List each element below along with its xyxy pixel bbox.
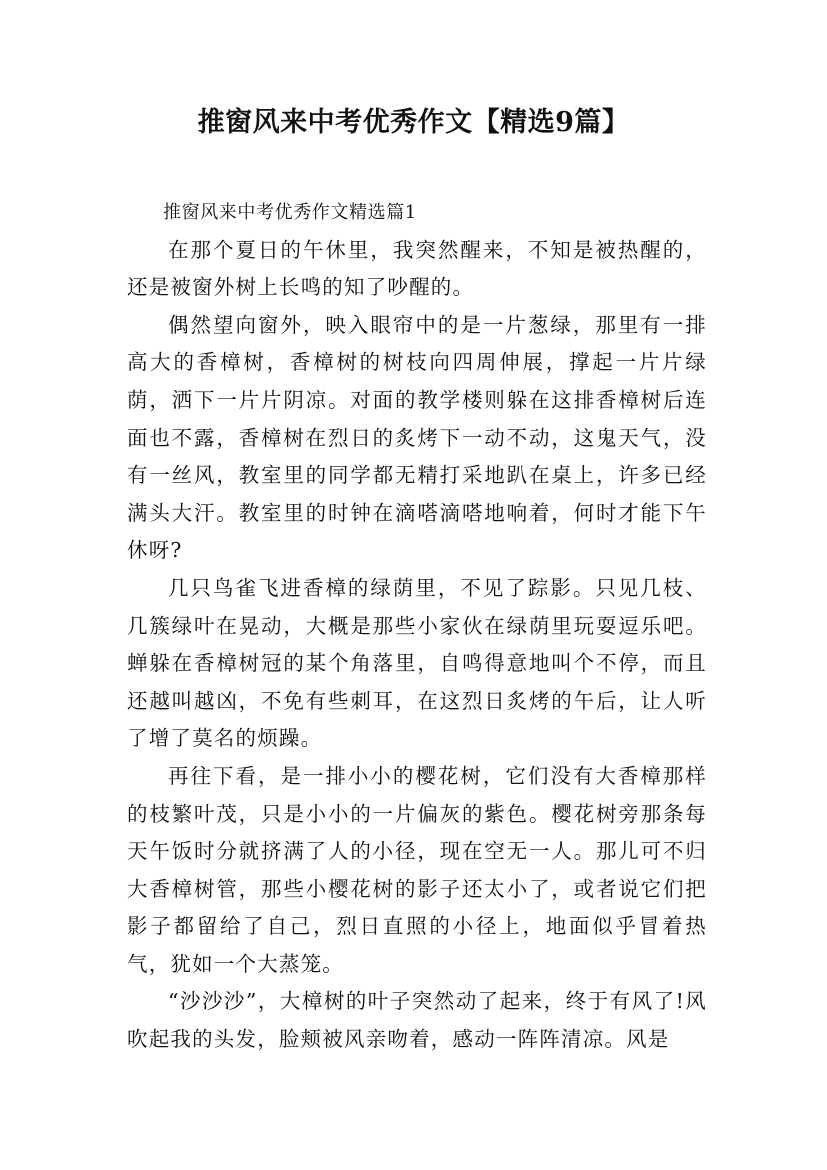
paragraph: 偶然望向窗外，映入眼帘中的是一片葱绿，那里有一排高大的香樟树，香樟树的树枝向四周伸展，撑起一片片绿荫，洒下一片片阴凉。对面的教学楼则躲在这排香樟树后连面也不露，香樟树在烈日的炙烤下一动不动，这鬼天气，没有一丝风，教室里的同学都无精打采地趴在桌上，许多已经满头大汗。教室里的时钟在滴嗒滴嗒地响着，何时才能下午休呀? — [127, 312, 707, 563]
section-subtitle: 推窗风来中考优秀作文精选篇1 — [163, 202, 417, 223]
paragraph: 再往下看，是一排小小的樱花树，它们没有大香樟那样的枝繁叶茂，只是小小的一片偏灰的紫色。樱花树旁那条每天午饭时分就挤满了人的小径，现在空无一人。那儿可不归大香樟树管，那些小樱花树的影子还太小了，或者说它们把影子都留给了自己，烈日直照的小径上，地面似乎冒着热气，犹如一个大蒸笼。 — [127, 763, 707, 976]
paragraph: 在那个夏日的午休里，我突然醒来，不知是被热醒的，还是被窗外树上长鸣的知了吵醒的。 — [127, 237, 707, 300]
paragraph: “沙沙沙”，大樟树的叶子突然动了起来，终于有风了!风吹起我的头发，脸颊被风亲吻着，感动一阵阵清凉。风是 — [127, 989, 707, 1052]
paragraph: 几只鸟雀飞进香樟的绿荫里，不见了踪影。只见几枝、几簇绿叶在晃动，大概是那些小家伙在绿荫里玩耍逗乐吧。蝉躲在香樟树冠的某个角落里，自鸣得意地叫个不停，而且还越叫越凶，不免有些刺耳，在这烈日炙烤的午后，让人听了增了莫名的烦躁。 — [127, 575, 707, 751]
document-title: 推窗风来中考优秀作文【精选9篇】 — [197, 107, 630, 138]
document-body — [127, 194, 707, 1059]
